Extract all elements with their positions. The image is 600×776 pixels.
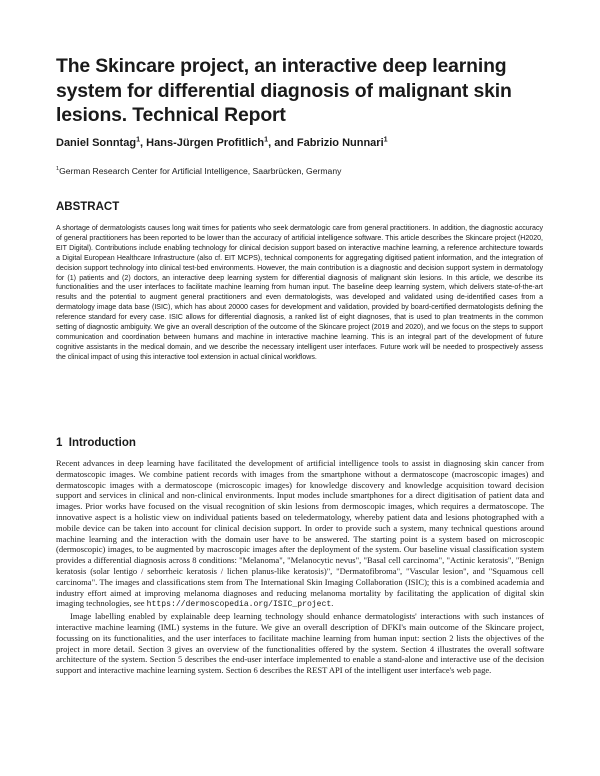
section-reference-link[interactable]: 2	[449, 632, 454, 643]
section-reference-link[interactable]: 6	[253, 665, 258, 676]
affiliation-mark: 1	[56, 166, 60, 173]
author-name: Daniel Sonntag	[56, 137, 137, 149]
author-name: Hans-Jürgen Profitlich	[146, 137, 265, 149]
section-reference-link[interactable]: 3	[167, 643, 172, 654]
section-heading-introduction	[56, 436, 136, 450]
section-title: Introduction	[68, 437, 136, 449]
affiliation	[56, 166, 556, 177]
introduction-body	[56, 458, 544, 676]
paragraph-text: gives an overview of the functionalities offered by the system. Section	[171, 643, 430, 654]
affiliation-mark: 1	[136, 135, 141, 144]
abstract-text: A shortage of dermatologists causes long wait times for patients who seek dermatologic care from general practitioners. In addition, the diagnostic accuracy of general practitioners has been reported to be lower than the accuracy of artificial intelligence software. This article describes the Skincare project (H2020, EIT Digital). Contributions include enabling technology for clinical decision support based on interactive machine learning, a reference architecture towards a Digital European Healthcare Infrastructure (also cf. EIT MCPS), technical components for aggregating digitised patient information, and the integration of decision support technology into clinical test-bed environments. However, the main contribution is a diagnostic and decision support system in dermatology for (1) patients and (2) doctors, an interactive deep learning system for differential diagnosis of malignant skin lesions. In this article, we describe its functionalities and the user interfaces to facilitate machine learning from human input. The baseline deep learning system, which delivers state-of-the-art results and the potential to augment general practitioners and even dermatologists, was developed and validated using de-identified cases from a dermatology image data base (ISIC), which has about 20000 cases for development and validation, provided by board-certified dermatologists defining the reference standard for every case. ISIC allows for differential diagnosis, a ranked list of eight diagnoses, that is used to plan treatments in the common setting of diagnostic ambiguity. We give an overall description of the outcome of the Skincare project (2019 and 2020), and we focus on the steps to support communication and coordination between humans and machine in interactive machine learning. This is an integral part of the development of future cognitive assistants in the medical domain, and we describe the necessary intelligent user interfaces. Future work will be needed to prospectively assess the clinical impact of using this interactive tool extension in actual clinical workflows.	[56, 225, 543, 361]
author-list	[56, 136, 556, 150]
paragraph-text: .	[331, 598, 334, 609]
affiliation-mark: 1	[383, 135, 388, 144]
introduction-paragraph	[56, 458, 544, 611]
section-reference-link[interactable]: 4	[429, 643, 435, 654]
paper-title: The Skincare project, an interactive deep learning system for differential diagnosis of malignant skin lesions. Technical Report	[56, 55, 512, 126]
affiliation-text: German Research Center for Artificial Intelligence, Saarbrücken, Germany	[59, 166, 342, 176]
paragraph-text: Image labelling enabled by explainable deep learning technology should enhance dermatologists' interactions with such instances of interactive machine learning (IML) systems in the future. We give an overall description of DFKI's main outcome of the Skincare project, focussing on its functionalities, and the user interfaces to facilitate machine learning from human input: section	[56, 611, 544, 643]
paragraph-text: illustrates the overall software architecture of the system. Section	[56, 643, 544, 665]
abstract-heading: ABSTRACT	[56, 201, 120, 213]
author-separator: , and	[268, 137, 297, 149]
introduction-paragraph	[56, 611, 544, 676]
isic-project-link[interactable]: https://dermoscopedia.org/ISIC_project	[146, 600, 332, 610]
author-name: Fabrizio Nunnari	[296, 137, 384, 149]
affiliation-mark: 1	[264, 135, 269, 144]
paragraph-text: Recent advances in deep learning have facilitated the development of artificial intelligence tools to assist in diagnosing skin cancer from dermatoscopic images. We combine patient records with images from the smartphone without a dermatoscope (macroscopic images) and dermatoscopic images with a dermatoscope (microscopic images) for knowledge discovery and knowledge acquisition toward decision support and services in clinical and non-clinical environments. Input modes include smartphones for a direct digitisation of patient data and images. Prior works have focused on the visual recognition of skin lesions from dermoscopic images, which requires a dermatoscope. The innovative aspect is a holistic view on individual patients based on teledermatology, whereby patient data and lesions photographed with a mobile device can be taken into account for clinical decision support. In order to provide such a system, many technical questions around machine learning and the interaction with the domain user have to be answered. The starting point is a system based on microscopic (dermoscopic) images, to be augmented by macroscopic images after the deployment of the system. Our baseline visual classification system provides a differential diagnosis across 8 conditions: "Melanoma", "Melanocytic nevus", "Basal cell carcinoma", "Actinic keratosis", "Benign keratosis (solar lentigo / seborrheic keratosis / lichen planus-like keratosis)", "Dermatofibroma", "Vascular lesion", and "Squamous cell carcinoma". The images and classifications stem from The International Skin Imaging Collaboration (ISIC); this is a combined academia and industry effort aimed at improving melanoma diagnoses and reducing melanoma mortality by facilitating the application of digital skin imaging technologies, see	[56, 458, 544, 609]
paragraph-text: describes the REST API of the intelligent user interface's web page.	[257, 665, 492, 676]
section-reference-link[interactable]: 5	[177, 654, 183, 665]
section-number: 1	[56, 437, 63, 449]
paragraph-text: lists the objectives of the project in more detail. Section	[56, 632, 544, 654]
paragraph-text: describes the end-user interface implemented to enable a stand-alone and interactive use of the decision support and interactive machine learning system. Section	[56, 654, 544, 676]
author-separator: ,	[140, 137, 147, 149]
